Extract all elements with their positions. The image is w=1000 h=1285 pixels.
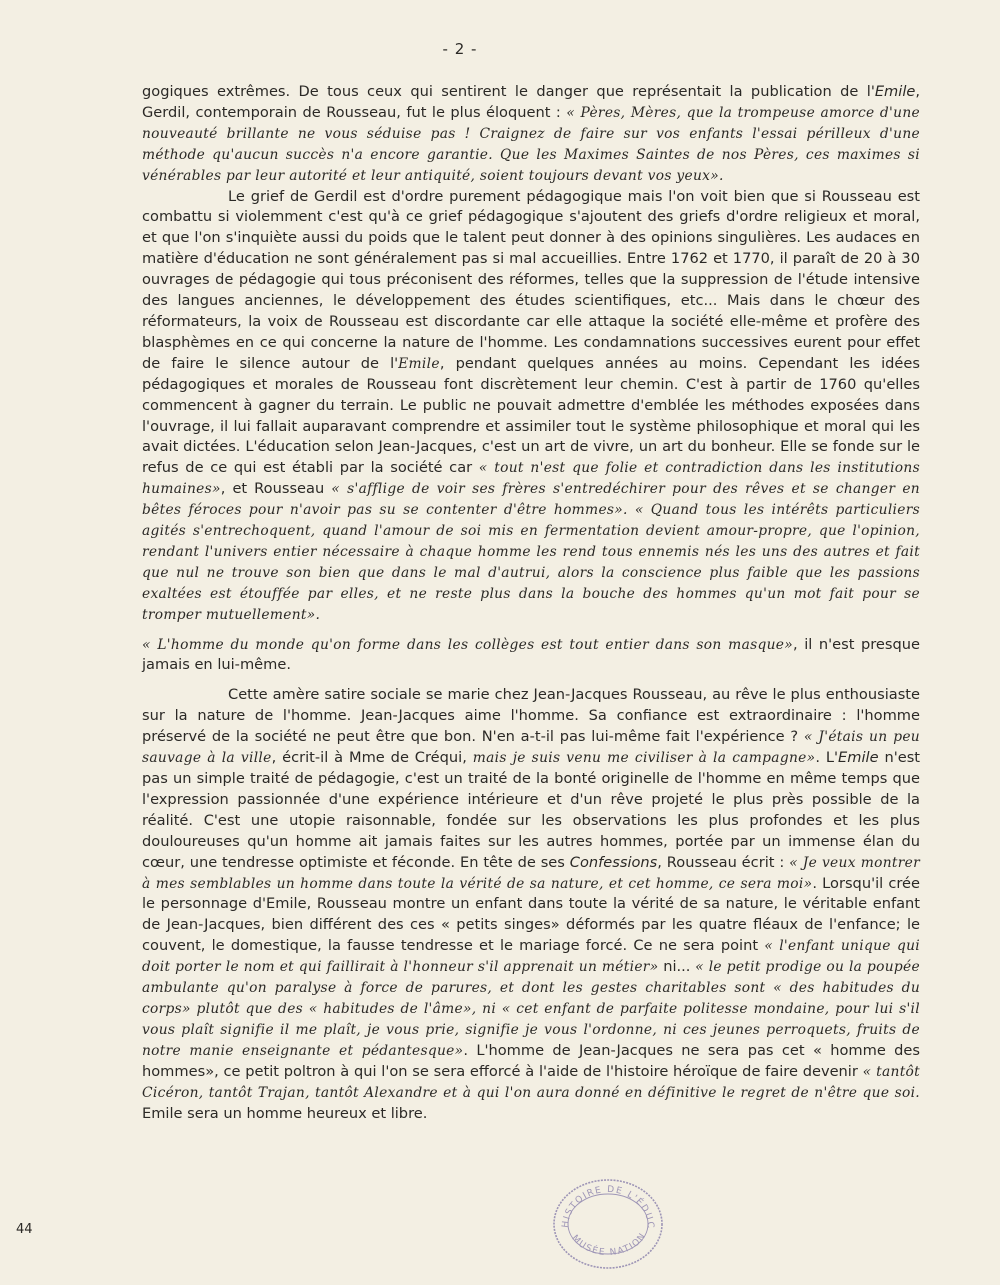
work-title: Emile: [874, 83, 916, 100]
text-run: . L': [815, 749, 839, 767]
quotation: « Pères, Mères, que la trompeuse amorce d'une nouveauté brillante ne vous séduise pas ! Craignez de faire sur vos enfants l'essai périlleux d'une méthode qu'aucun succès n'a encore garantie. Que les Maximes Saintes de nos Pères, ces maximes si vénérables par leur autorité et leur antiquité, soient toujours devant vos yeux».: [142, 104, 920, 184]
text-run: Le grief de Gerdil est d'ordre purement pédagogique mais l'on voit bien que si Rousseau est combattu si violemment c'est qu'à ce grief pédagogique s'ajoutent des griefs d'ordre religieux et moral, et que l'on s'inquiète aussi du poids que le talent peut donner à des opinions singulières. Les audaces en matière d'éducation ne sont généralement pas si mal accueillies. Entre 1762 et 1770, il paraît de 20 à 30 ouvrages de pédagogie qui tous préconisent des réformes, telles que la suppression de l'étude intensive des langues anciennes, le développement des études scientifiques, etc... Mais dans le chœur des réformateurs, la voix de Rousseau est discordante car elle attaque la société elle-même et profère des blasphèmes en ce qui concerne la nature de l'homme. Les condamnations successives eurent pour effet de faire le silence autour de l': [142, 187, 920, 372]
text-run: ni...: [658, 958, 696, 976]
quotation: Emile: [398, 355, 440, 372]
body-text: [142, 82, 920, 1124]
text-run: gogiques extrêmes. De tous ceux qui sentirent le danger que représentait la publication de l': [142, 83, 875, 100]
quotation: « tout n'est que folie et contradiction dans les institutions humaines»: [142, 460, 920, 498]
svg-text:MUSÉE NATIONAL: MUSÉE NATION: [569, 1230, 649, 1259]
text-run: , il n'est presque jamais en lui-même.: [142, 635, 920, 674]
stamp-seal-icon: [542, 1166, 674, 1276]
quotation: « Je veux montrer à mes semblables un homme dans toute la vérité de sa nature, et cet homme, ce sera moi»: [142, 854, 920, 892]
text-run: n'est pas un simple traité de pédagogie, c'est un traité de la bonté originelle de l'homme en même temps que l'expression passionnée d'une expérience intérieure et d'un rêve projeté le plus près possible de la réalité. C'est une utopie raisonnable, fondée sur les observations les plus profondes et les plus douloureuses qu'un homme ait jamais faites sur les autres hommes, portée par un immense élan du cœur, une tendresse optimiste et féconde. En tête de ses: [142, 749, 921, 871]
text-run: . Lorsqu'il crée le personnage d'Emile, Rousseau montre un enfant dans toute la vérité de sa nature, le véritable enfant de Jean-Jacques, bien différent des ces « petits singes» déformés par les quatre fléaux de l'enfance; le couvent, le domestique, la fausse tendresse et le mariage forcé. Ce ne sera point: [142, 874, 920, 955]
quotation: « tantôt Cicéron, tantôt Trajan, tantôt Alexandre et à qui l'on aura donné en définitive le regret de n'être que soi.: [142, 1063, 920, 1101]
svg-text:HISTOIRE DE L'ÉDUC: HISTOIRE DE L'ÉDUC: [560, 1184, 656, 1230]
text-run: , et Rousseau: [220, 480, 332, 498]
page-number: - 2 -: [442, 40, 478, 58]
work-title: Emile: [838, 749, 879, 767]
paragraph: [142, 187, 920, 626]
quotation: mais je suis venu me civiliser à la campagne»: [472, 750, 816, 767]
paragraph: [142, 82, 920, 187]
work-title: Confessions: [569, 853, 658, 871]
text-run: Cette amère satire sociale se marie chez Jean-Jacques Rousseau, au rêve le plus enthousiaste sur la nature de l'homme. Jean-Jacques aime l'homme. Sa confiance est extraordinaire : l'homme préservé de la société ne peut être que bon. N'en a-t-il pas lui-même fait l'expérience ?: [142, 686, 920, 746]
paragraph: [142, 635, 920, 677]
museum-stamp: [542, 1166, 674, 1276]
quotation: « s'afflige de voir ses frères s'entredéchirer pour des rêves et se changer en bêtes féroces pour n'avoir pas su se contenter d'être hommes». « Quand tous les intérêts particuliers agités s'entrechoquent, quand l'amour de soi mis en fermentation devient amour-propre, que l'opinion, rendant l'univers entier nécessaire à chaque homme les rend tous ennemis nés les uns des autres et fait que nul ne trouve son bien que dans le mal d'autrui, alors la conscience plus faible que les passions exaltées est étouffée par elles, et ne reste plus dans la bouche des hommes qu'un mot fait pour se tromper mutuellement».: [142, 481, 920, 623]
text-run: , Gerdil, contemporain de Rousseau, fut le plus éloquent :: [142, 83, 920, 121]
paragraph: [142, 685, 920, 1124]
quotation: « L'homme du monde qu'on forme dans les collèges est tout entier dans son masque»: [142, 636, 793, 653]
quotation: « J'étais un peu sauvage à la ville: [142, 729, 920, 767]
quotation: « l'enfant unique qui doit porter le nom et qui faillirait à l'honneur s'il apprenait un métier»: [142, 938, 920, 976]
margin-page-reference: 44: [16, 1222, 33, 1237]
text-run: . L'homme de Jean-Jacques ne sera pas cet « homme des hommes», ce petit poltron à qui l'on se sera efforcé à l'aide de l'histoire héroïque de faire devenir: [142, 1041, 920, 1080]
text-run: Emile sera un homme heureux et libre.: [142, 1104, 428, 1122]
quotation: « le petit prodige ou la poupée ambulante qu'on paralyse à force de parures, et dont les gestes charitables sont « des habitudes du corps» plutôt que des « habitudes de l'âme», ni « cet enfant de parfaite politesse mondaine, pour lui s'il vous plaît signifie il me plaît, je vous prie, signifie je vous l'ordonne, ni ces jeunes perroquets, fruits de notre manie enseignante et pédantesque»: [142, 959, 920, 1059]
text-run: , Rousseau écrit :: [657, 853, 790, 871]
text-run: , pendant quelques années au moins. Cependant les idées pédagogiques et morales de Rousseau font discrètement leur chemin. C'est à partir de 1760 qu'elles commencent à gagner du terrain. Le public ne pouvait admettre d'emblée les méthodes exposées dans l'ouvrage, il lui fallait auparavant comprendre et assimiler tout le système philosophique et moral qui les avait dictées. L'éducation selon Jean-Jacques, c'est un art de vivre, un art du bonheur. Elle se fonde sur le refus de ce qui est établi par la société car: [142, 354, 920, 477]
text-run: , écrit-il à Mme de Créqui,: [271, 749, 473, 767]
